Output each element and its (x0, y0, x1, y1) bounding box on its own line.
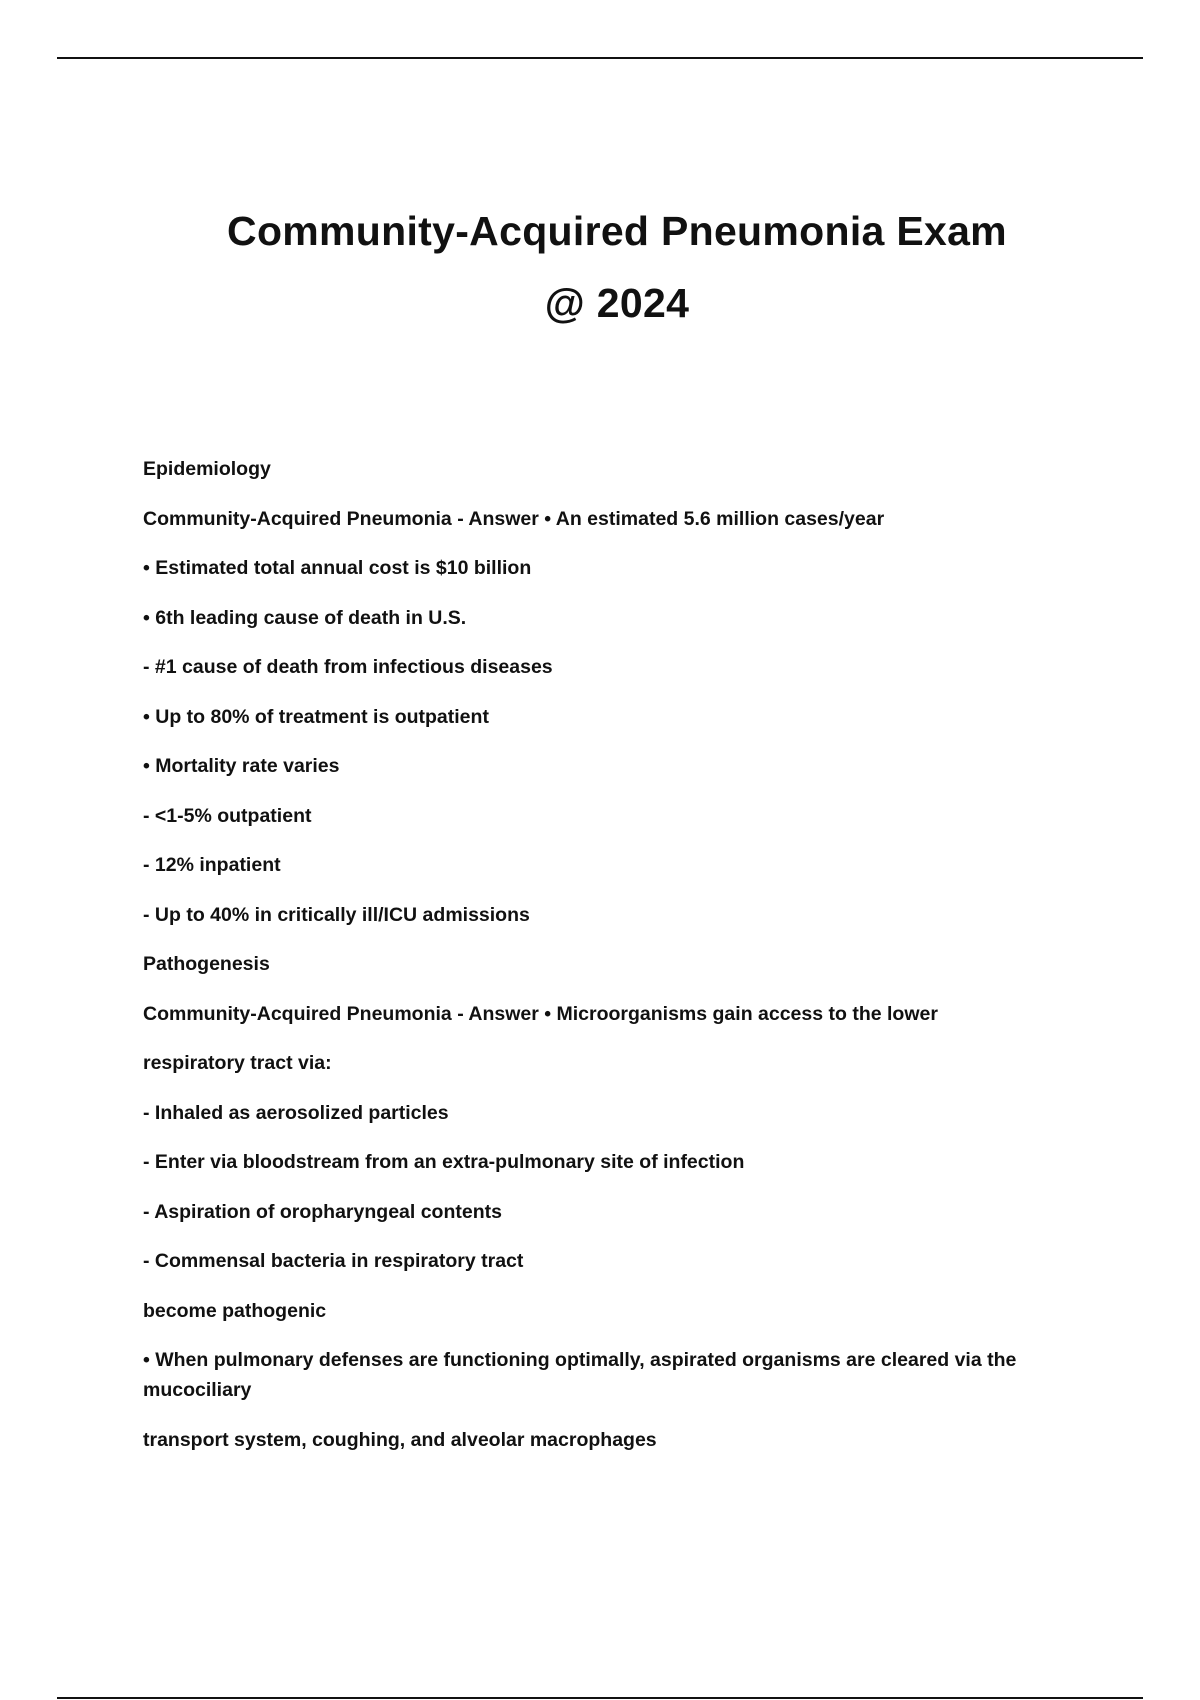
text-line: • Estimated total annual cost is $10 billion (143, 557, 532, 579)
text-line: - #1 cause of death from infectious diseases (143, 656, 553, 678)
text-line: - <1-5% outpatient (143, 804, 312, 827)
document-body (143, 454, 1083, 1474)
text-line: • Up to 80% of treatment is outpatient (143, 705, 489, 728)
text-line: - Inhaled as aerosolized particles (143, 1101, 449, 1124)
title-line-1: Community-Acquired Pneumonia Exam (227, 208, 1007, 254)
section-heading-pathogenesis: Pathogenesis (143, 953, 270, 975)
text-line: - Enter via bloodstream from an extra-pulmonary site of infection (143, 1151, 745, 1173)
text-line: Community-Acquired Pneumonia - Answer • An estimated 5.6 million cases/year (143, 507, 885, 530)
text-line: transport system, coughing, and alveolar macrophages (143, 1428, 657, 1451)
title-line-2: @ 2024 (544, 280, 690, 326)
text-line: • When pulmonary defenses are functioning optimally, aspirated organisms are cleared via the mucociliary (143, 1349, 1017, 1401)
text-line: become pathogenic (143, 1299, 327, 1322)
text-line: - Up to 40% in critically ill/ICU admissions (143, 903, 530, 926)
bottom-rule (57, 1697, 1143, 1699)
document-title (0, 195, 1200, 339)
text-line: • Mortality rate varies (143, 755, 340, 777)
text-line: - 12% inpatient (143, 854, 281, 876)
text-line: - Aspiration of oropharyngeal contents (143, 1200, 502, 1223)
section-heading-epidemiology: Epidemiology (143, 458, 271, 480)
text-line: Community-Acquired Pneumonia - Answer • Microorganisms gain access to the lower (143, 1002, 938, 1025)
text-line: • 6th leading cause of death in U.S. (143, 606, 467, 629)
text-line: - Commensal bacteria in respiratory tract (143, 1250, 524, 1272)
top-rule (57, 57, 1143, 59)
text-line: respiratory tract via: (143, 1052, 332, 1074)
